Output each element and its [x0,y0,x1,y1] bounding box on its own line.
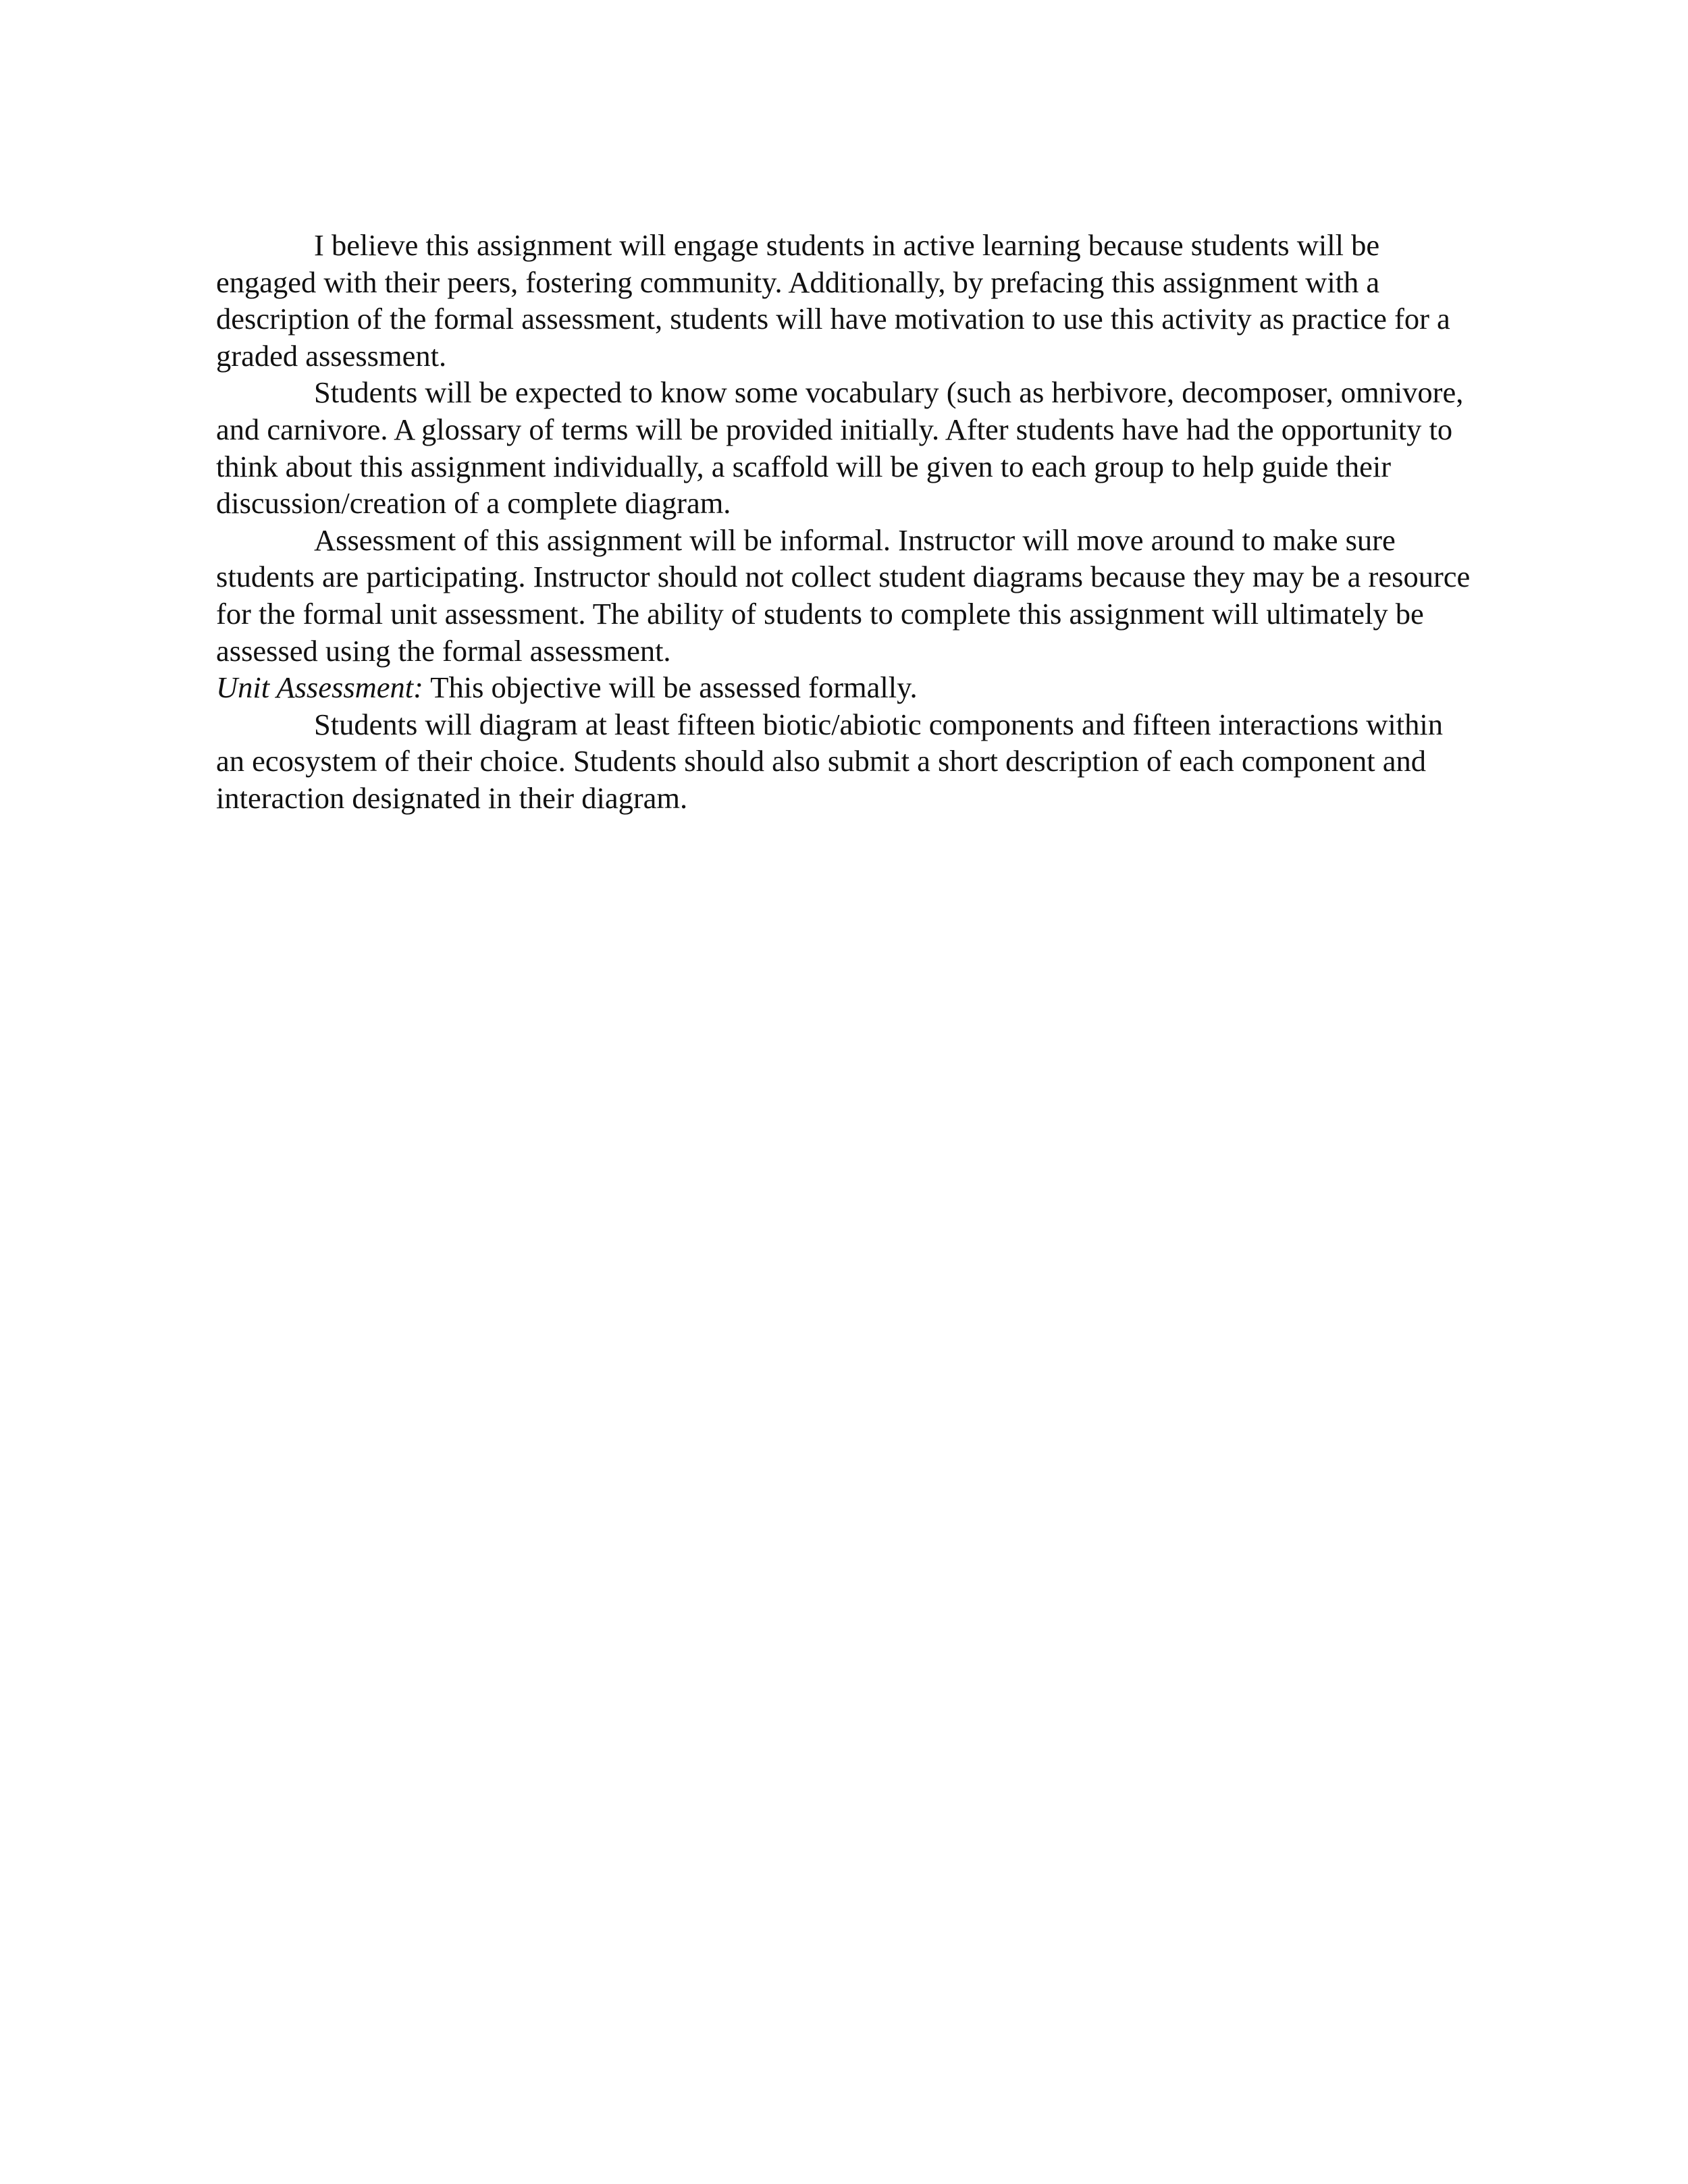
unit-assessment-label: Unit Assessment: [216,670,423,705]
paragraph-diagram-requirements: Students will diagram at least fifteen biotic/abiotic components and fifteen interactions within an ecosystem of their choice. Students should also submit a short description of each component and interaction designated in their diagram. [216,707,1444,815]
paragraph-active-learning: I believe this assignment will engage students in active learning because students will be engaged with their peers, fostering community. Additionally, by prefacing this assignment with a description of the formal assessment, students will have motivation to use this activity as practice for a graded assessment. [216,228,1450,373]
document-body [216,227,1479,817]
unit-assessment-line [216,669,1479,706]
paragraph-vocabulary: Students will be expected to know some vocabulary (such as herbivore, decomposer, omnivore, and carnivore. A glossary of terms will be provided initially. After students have had the opportunity to think about this assignment individually, a scaffold will be given to each group to help guide their discussion/creation of a complete diagram. [216,375,1464,521]
paragraph-informal-assessment: Assessment of this assignment will be informal. Instructor will move around to make sure students are participating. Instructor should not collect student diagrams because they may be a resource for the formal unit assessment. The ability of students to complete this assignment will ultimately be assessed using the formal assessment. [216,523,1471,668]
unit-assessment-text: This objective will be assessed formally. [423,670,918,705]
